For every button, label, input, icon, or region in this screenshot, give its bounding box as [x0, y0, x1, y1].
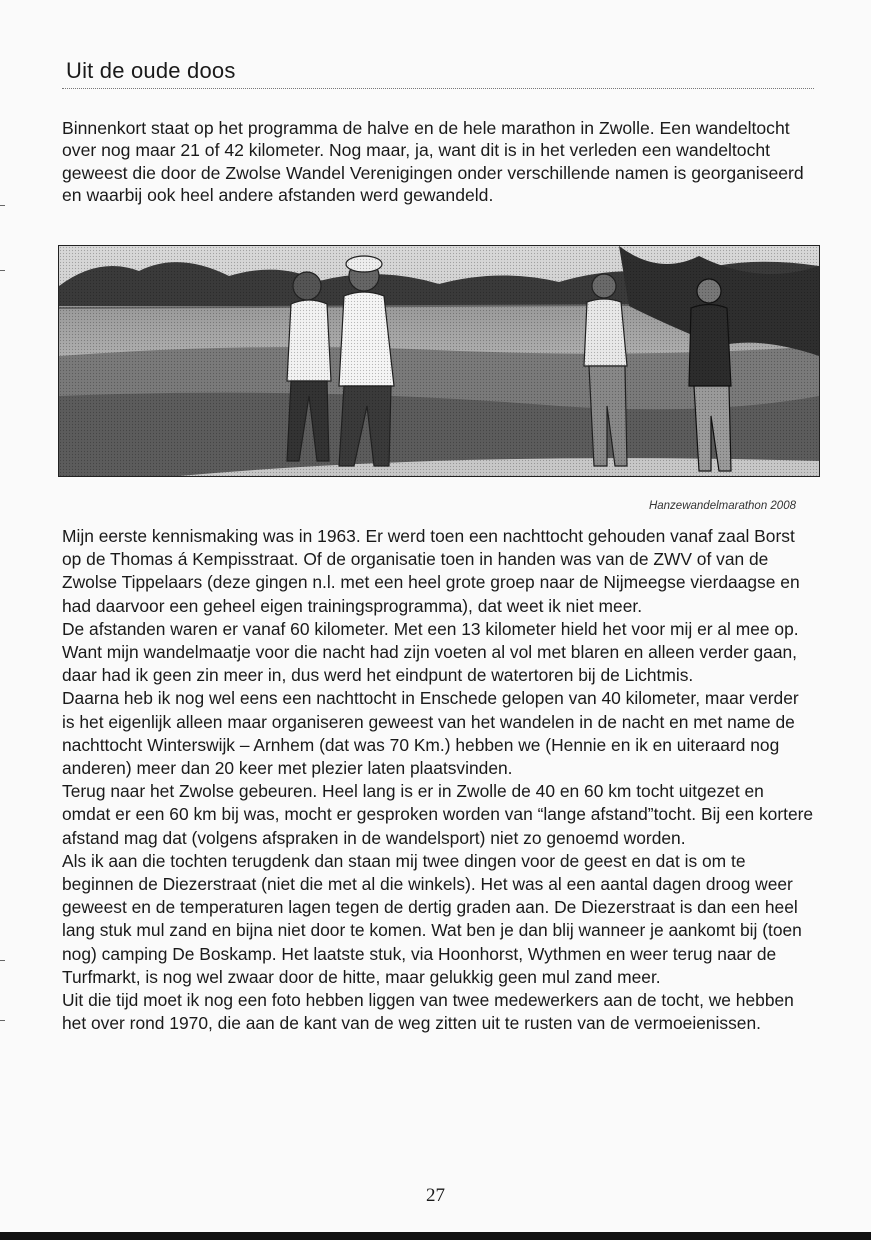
paragraph: Terug naar het Zwolse gebeuren. Heel lang is er in Zwolle de 40 en 60 km tocht uitgezet en omdat er een 60 km bij was, mocht er gesproken worden van “lange afstand”tocht. Bij een kortere afstand mag dat (volgens afspraken in de wandelsport) niet zo genoemd worden.: [62, 781, 814, 848]
scan-mark: [0, 205, 5, 206]
paragraph: De afstanden waren er vanaf 60 kilometer. Met een 13 kilometer hield het voor mij er al mee op. Want mijn wandelmaatje voor die nacht had zijn voeten al vol met blaren en alleen verder gaan, daar had ik geen zin meer in, dus werd het eindpunt de watertoren bij de Lichtmis.: [62, 618, 799, 686]
photo-caption: Hanzewandelmarathon 2008: [648, 500, 796, 512]
page-number: 27: [426, 1185, 445, 1206]
article-body: [62, 525, 814, 1035]
scan-mark: [0, 960, 5, 961]
heading-rule: [62, 88, 814, 89]
paragraph: Als ik aan die tochten terugdenk dan staan mij twee dingen voor de geest en dat is om te beginnen de Diezerstraat (niet die met al die winkels). Het was al een aantal dagen droog weer geweest en de temperaturen lagen tegen de dertig graden aan. De Diezerstraat is dan een heel lang stuk mul zand en bijna niet door te komen. Wat ben je dan blij wanneer je aankomt bij (toen nog) camping De Boskamp. Het laatste stuk, via Hoonhorst, Wythmen en weer terug naar de Turfmarkt, is nog wel zwaar door de hitte, maar gelukkig geen mul zand meer.: [62, 850, 802, 987]
paragraph: Mijn eerste kennismaking was in 1963. Er werd toen een nachttocht gehouden vanaf zaal Borst op de Thomas á Kempisstraat. Of de organisatie toen in handen was van de ZWV of van de Zwolse Tippelaars (deze gingen n.l. met een heel grote groep naar de Nijmeegse vierdaagse en had daarvoor een geheel eigen trainingsprogramma), dat weet ik niet meer.: [62, 526, 800, 616]
intro-paragraph: Binnenkort staat op het programma de halve en de hele marathon in Zwolle. Een wandeltocht over nog maar 21 of 42 kilometer. Nog maar, ja, want dit is in het verleden een wandeltocht geweest die door de Zwolse Wandel Verenigingen onder verschillende namen is georganiseerd en waarbij ook heel andere afstanden werd gewandeld.: [62, 118, 804, 206]
walkers-photo: [58, 245, 820, 477]
section-heading: Uit de oude doos: [66, 58, 236, 83]
scan-edge: [0, 1232, 871, 1240]
scan-mark: [0, 270, 5, 271]
scan-mark: [0, 1020, 5, 1021]
paragraph: Daarna heb ik nog wel eens een nachttocht in Enschede gelopen van 40 kilometer, maar verder is het eigenlijk alleen maar organiseren geweest van het wandelen in de nacht en met name de nachttocht Winterswijk – Arnhem (dat was 70 Km.) hebben we (Hennie en ik en uiteraard nog anderen) meer dan 20 keer met plezier laten plaatsvinden.: [62, 688, 799, 779]
paragraph: Uit die tijd moet ik nog een foto hebben liggen van twee medewerkers aan de tocht, we hebben het over rond 1970, die aan de kant van de weg zitten uit te rusten van de vermoeienissen.: [62, 990, 794, 1034]
